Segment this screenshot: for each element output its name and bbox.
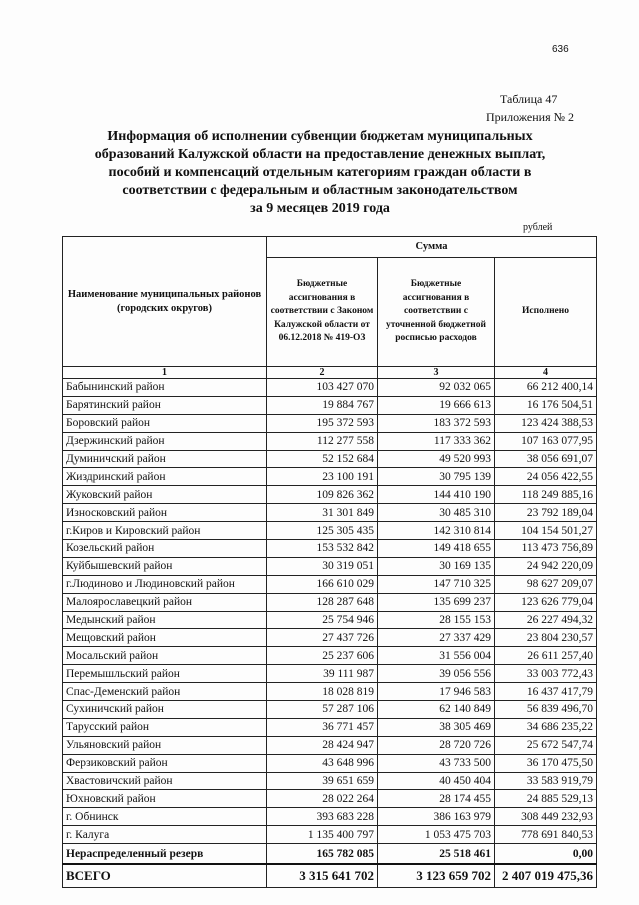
district-name: Ульяновский район <box>63 736 267 754</box>
table-row <box>63 826 597 844</box>
table-row <box>63 629 597 647</box>
refined-budget: 92 032 065 <box>378 379 495 397</box>
title-line: образований Калужской области на предоставление денежных выплат, <box>94 147 546 162</box>
executed: 107 163 077,95 <box>495 432 597 450</box>
executed: 26 611 257,40 <box>495 647 597 665</box>
refined-budget: 27 337 429 <box>378 629 495 647</box>
table-row <box>63 468 597 486</box>
total-row <box>63 864 597 888</box>
table-row <box>63 504 597 522</box>
refined-budget: 17 946 583 <box>378 683 495 701</box>
law-budget: 103 427 070 <box>267 379 378 397</box>
table-row <box>63 379 597 397</box>
district-name: Юхновский район <box>63 790 267 808</box>
district-name: Куйбышевский район <box>63 557 267 575</box>
law-budget: 27 437 726 <box>267 629 378 647</box>
table-row <box>63 575 597 593</box>
table-row <box>63 557 597 575</box>
executed: 24 942 220,09 <box>495 557 597 575</box>
refined-budget: 183 372 593 <box>378 414 495 432</box>
law-budget: 18 028 819 <box>267 683 378 701</box>
table-row <box>63 683 597 701</box>
refined-budget: 386 163 979 <box>378 808 495 826</box>
law-budget: 52 152 684 <box>267 450 378 468</box>
reserve-refined-budget: 25 518 461 <box>378 844 495 865</box>
district-name: Сухиничский район <box>63 701 267 719</box>
table-row <box>63 718 597 736</box>
reserve-executed: 0,00 <box>495 844 597 865</box>
law-budget: 57 287 106 <box>267 701 378 719</box>
table-row <box>63 522 597 540</box>
refined-budget: 28 174 455 <box>378 790 495 808</box>
column-number: 1 <box>63 367 267 379</box>
district-name: Жиздринский район <box>63 468 267 486</box>
district-name: Хвастовичский район <box>63 772 267 790</box>
law-budget: 109 826 362 <box>267 486 378 504</box>
district-name: Дзержинский район <box>63 432 267 450</box>
executed: 23 792 189,04 <box>495 504 597 522</box>
executed: 23 804 230,57 <box>495 629 597 647</box>
column-number: 2 <box>267 367 378 379</box>
executed: 113 473 756,89 <box>495 540 597 558</box>
law-budget: 25 754 946 <box>267 611 378 629</box>
refined-budget: 40 450 404 <box>378 772 495 790</box>
district-name: г. Калуга <box>63 826 267 844</box>
table-row <box>63 414 597 432</box>
district-name: Козельский район <box>63 540 267 558</box>
executed: 98 627 209,07 <box>495 575 597 593</box>
page-number: 636 <box>552 44 569 55</box>
title-line: Информация об исполнении субвенции бюджетам муниципальных <box>107 129 533 144</box>
law-budget: 125 305 435 <box>267 522 378 540</box>
header-sum: Сумма <box>267 237 597 258</box>
table-row <box>63 754 597 772</box>
district-name: г. Обнинск <box>63 808 267 826</box>
refined-budget: 144 410 190 <box>378 486 495 504</box>
executed: 16 176 504,51 <box>495 396 597 414</box>
reserve-name: Нераспределенный резерв <box>63 844 267 865</box>
district-name: Перемышльский район <box>63 665 267 683</box>
executed: 33 003 772,43 <box>495 665 597 683</box>
total-refined-budget: 3 123 659 702 <box>378 864 495 888</box>
executed: 123 626 779,04 <box>495 593 597 611</box>
refined-budget: 43 733 500 <box>378 754 495 772</box>
document-title <box>80 128 560 218</box>
law-budget: 28 022 264 <box>267 790 378 808</box>
table-row <box>63 701 597 719</box>
refined-budget: 19 666 613 <box>378 396 495 414</box>
unit-label: рублей <box>523 222 553 233</box>
header-name: Наименование муниципальных районов (городских округов) <box>63 237 267 367</box>
table-row <box>63 772 597 790</box>
executed: 36 170 475,50 <box>495 754 597 772</box>
refined-budget: 62 140 849 <box>378 701 495 719</box>
column-number: 4 <box>495 367 597 379</box>
law-budget: 128 287 648 <box>267 593 378 611</box>
executed: 25 672 547,74 <box>495 736 597 754</box>
executed: 56 839 496,70 <box>495 701 597 719</box>
refined-budget: 149 418 655 <box>378 540 495 558</box>
law-budget: 1 135 400 797 <box>267 826 378 844</box>
district-name: Мещовский район <box>63 629 267 647</box>
table-label: Таблица 47 <box>500 92 558 106</box>
appendix-label: Приложения № 2 <box>486 110 575 124</box>
executed: 24 885 529,13 <box>495 790 597 808</box>
law-budget: 43 648 996 <box>267 754 378 772</box>
executed: 26 227 494,32 <box>495 611 597 629</box>
executed: 778 691 840,53 <box>495 826 597 844</box>
table-row <box>63 432 597 450</box>
title-line: пособий и компенсаций отдельным категориям граждан области в <box>108 165 532 180</box>
table-body <box>63 379 597 844</box>
reserve-law-budget: 165 782 085 <box>267 844 378 865</box>
district-name: Барятинский район <box>63 396 267 414</box>
district-name: г.Людиново и Людиновский район <box>63 575 267 593</box>
district-name: г.Киров и Кировский район <box>63 522 267 540</box>
executed: 104 154 501,27 <box>495 522 597 540</box>
executed: 308 449 232,93 <box>495 808 597 826</box>
district-name: Бабынинский район <box>63 379 267 397</box>
table-row <box>63 611 597 629</box>
table-row <box>63 540 597 558</box>
header-refined-budget: Бюджетные ассигнования в соответствии с уточненной бюджетной росписью расходов <box>378 258 495 367</box>
table-row <box>63 396 597 414</box>
table-row <box>63 790 597 808</box>
refined-budget: 49 520 993 <box>378 450 495 468</box>
law-budget: 23 100 191 <box>267 468 378 486</box>
law-budget: 36 771 457 <box>267 718 378 736</box>
district-name: Спас-Деменский район <box>63 683 267 701</box>
total-executed: 2 407 019 475,36 <box>495 864 597 888</box>
law-budget: 39 651 659 <box>267 772 378 790</box>
executed: 123 424 388,53 <box>495 414 597 432</box>
total-name: ВСЕГО <box>63 864 267 888</box>
law-budget: 28 424 947 <box>267 736 378 754</box>
table-row <box>63 450 597 468</box>
law-budget: 166 610 029 <box>267 575 378 593</box>
reserve-row <box>63 844 597 865</box>
law-budget: 195 372 593 <box>267 414 378 432</box>
executed: 38 056 691,07 <box>495 450 597 468</box>
table-row <box>63 647 597 665</box>
table-row <box>63 593 597 611</box>
column-number: 3 <box>378 367 495 379</box>
law-budget: 30 319 051 <box>267 557 378 575</box>
law-budget: 39 111 987 <box>267 665 378 683</box>
subvention-table <box>62 236 597 888</box>
table-row <box>63 486 597 504</box>
district-name: Медынский район <box>63 611 267 629</box>
district-name: Жуковский район <box>63 486 267 504</box>
executed: 33 583 919,79 <box>495 772 597 790</box>
refined-budget: 30 485 310 <box>378 504 495 522</box>
refined-budget: 30 795 139 <box>378 468 495 486</box>
executed: 16 437 417,79 <box>495 683 597 701</box>
refined-budget: 135 699 237 <box>378 593 495 611</box>
refined-budget: 142 310 814 <box>378 522 495 540</box>
district-name: Ферзиковский район <box>63 754 267 772</box>
refined-budget: 30 169 135 <box>378 557 495 575</box>
law-budget: 19 884 767 <box>267 396 378 414</box>
refined-budget: 38 305 469 <box>378 718 495 736</box>
header-executed: Исполнено <box>495 258 597 367</box>
district-name: Боровский район <box>63 414 267 432</box>
law-budget: 393 683 228 <box>267 808 378 826</box>
district-name: Тарусский район <box>63 718 267 736</box>
refined-budget: 147 710 325 <box>378 575 495 593</box>
table-row <box>63 808 597 826</box>
refined-budget: 28 155 153 <box>378 611 495 629</box>
refined-budget: 1 053 475 703 <box>378 826 495 844</box>
executed: 24 056 422,55 <box>495 468 597 486</box>
refined-budget: 31 556 004 <box>378 647 495 665</box>
district-name: Мосальский район <box>63 647 267 665</box>
title-line: соответствии с федеральным и областным законодательством <box>122 183 518 198</box>
law-budget: 25 237 606 <box>267 647 378 665</box>
table-row <box>63 665 597 683</box>
law-budget: 153 532 842 <box>267 540 378 558</box>
law-budget: 112 277 558 <box>267 432 378 450</box>
executed: 118 249 885,16 <box>495 486 597 504</box>
law-budget: 31 301 849 <box>267 504 378 522</box>
refined-budget: 117 333 362 <box>378 432 495 450</box>
executed: 66 212 400,14 <box>495 379 597 397</box>
district-name: Думиничский район <box>63 450 267 468</box>
district-name: Износковский район <box>63 504 267 522</box>
district-name: Малоярославецкий район <box>63 593 267 611</box>
refined-budget: 28 720 726 <box>378 736 495 754</box>
executed: 34 686 235,22 <box>495 718 597 736</box>
title-line: за 9 месяцев 2019 года <box>250 201 390 216</box>
refined-budget: 39 056 556 <box>378 665 495 683</box>
table-row <box>63 736 597 754</box>
header-law-budget: Бюджетные ассигнования в соответствии с Законом Калужской области от 06.12.2018 № 419-ОЗ <box>267 258 378 367</box>
total-law-budget: 3 315 641 702 <box>267 864 378 888</box>
